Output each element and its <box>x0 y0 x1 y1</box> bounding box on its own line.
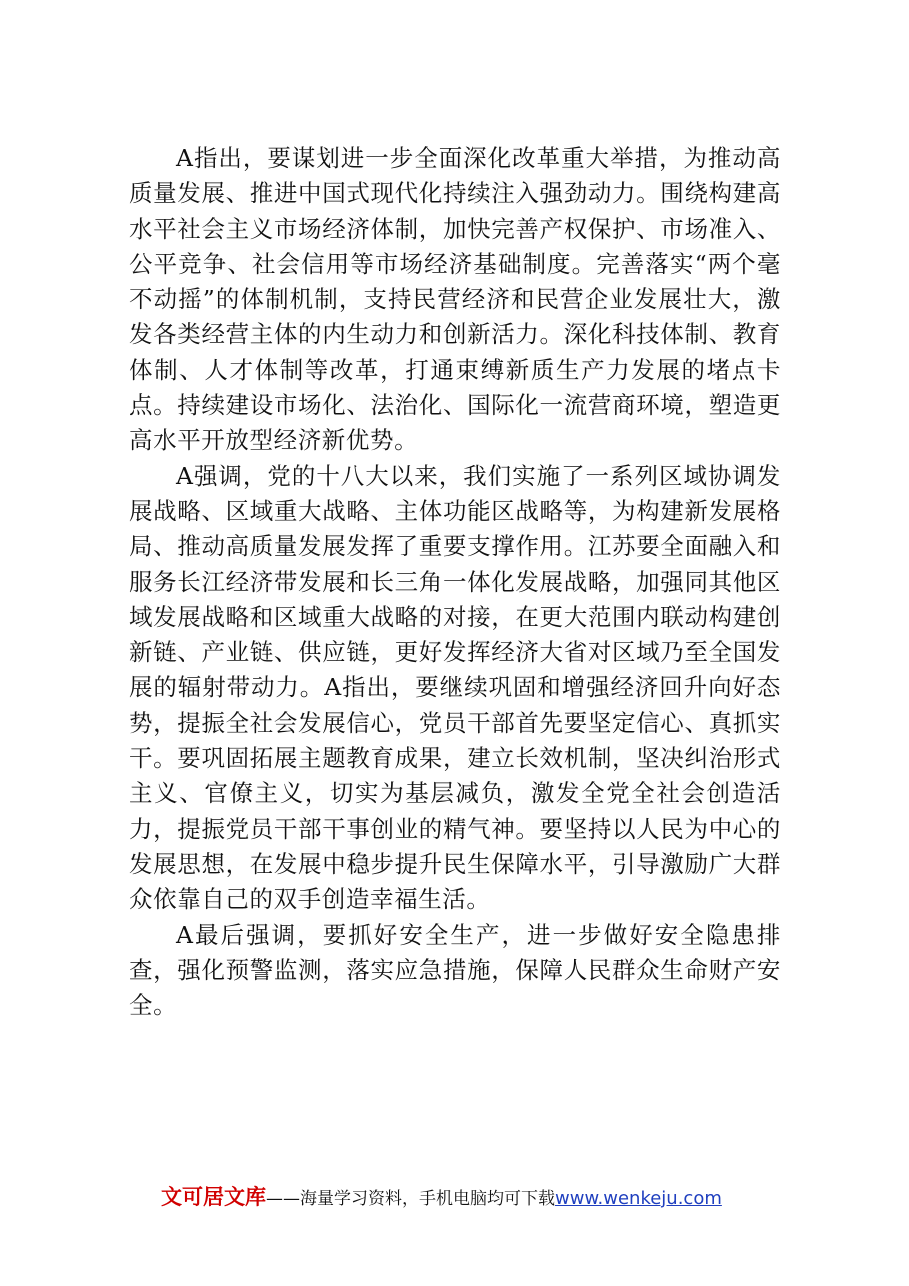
footer-banner <box>161 1183 801 1211</box>
footer-brand: 文可居文库 <box>161 1185 266 1209</box>
document-body <box>129 141 781 1023</box>
footer-url-link[interactable]: www.wenkeju.com <box>555 1188 722 1209</box>
footer-slogan: ——海量学习资料，手机电脑均可下载 <box>266 1189 555 1209</box>
paragraph-safety: A最后强调，要抓好安全生产，进一步做好安全隐患排查，强化预警监测，落实应急措施，保障人民群众生命财产安全。 <box>129 920 781 1020</box>
paragraph-regional-strategy: A强调，党的十八大以来，我们实施了一系列区域协调发展战略、区域重大战略、主体功能区战略等，为构建新发展格局、推动高质量发展发挥了重要支撑作用。江苏要全面融入和服务长江经济带发展和长三角一体化发展战略，加强同其他区域发展战略和区域重大战略的对接，在更大范围内联动构建创新链、产业链、供应链，更好发挥经济大省对区域乃至全国发展的辐射带动力。A指出，要继续巩固和增强经济回升向好态势，提振全社会发展信心，党员干部首先要坚定信心、真抓实干。要巩固拓展主题教育成果，建立长效机制，坚决纠治形式主义、官僚主义，切实为基层减负，激发全党全社会创造活力，提振党员干部干事创业的精气神。要坚持以人民为中心的发展思想，在发展中稳步提升民生保障水平，引导激励广大群众依靠自己的双手创造幸福生活。 <box>129 461 781 914</box>
paragraph-reform: A指出，要谋划进一步全面深化改革重大举措，为推动高质量发展、推进中国式现代化持续注入强劲动力。围绕构建高水平社会主义市场经济体制，加快完善产权保护、市场准入、公平竞争、社会信用等市场经济基础制度。完善落实“两个毫不动摇”的体制机制，支持民营经济和民营企业发展壮大，激发各类经营主体的内生动力和创新活力。深化科技体制、教育体制、人才体制等改革，打通束缚新质生产力发展的堵点卡点。持续建设市场化、法治化、国际化一流营商环境，塑造更高水平开放型经济新优势。 <box>129 144 781 455</box>
